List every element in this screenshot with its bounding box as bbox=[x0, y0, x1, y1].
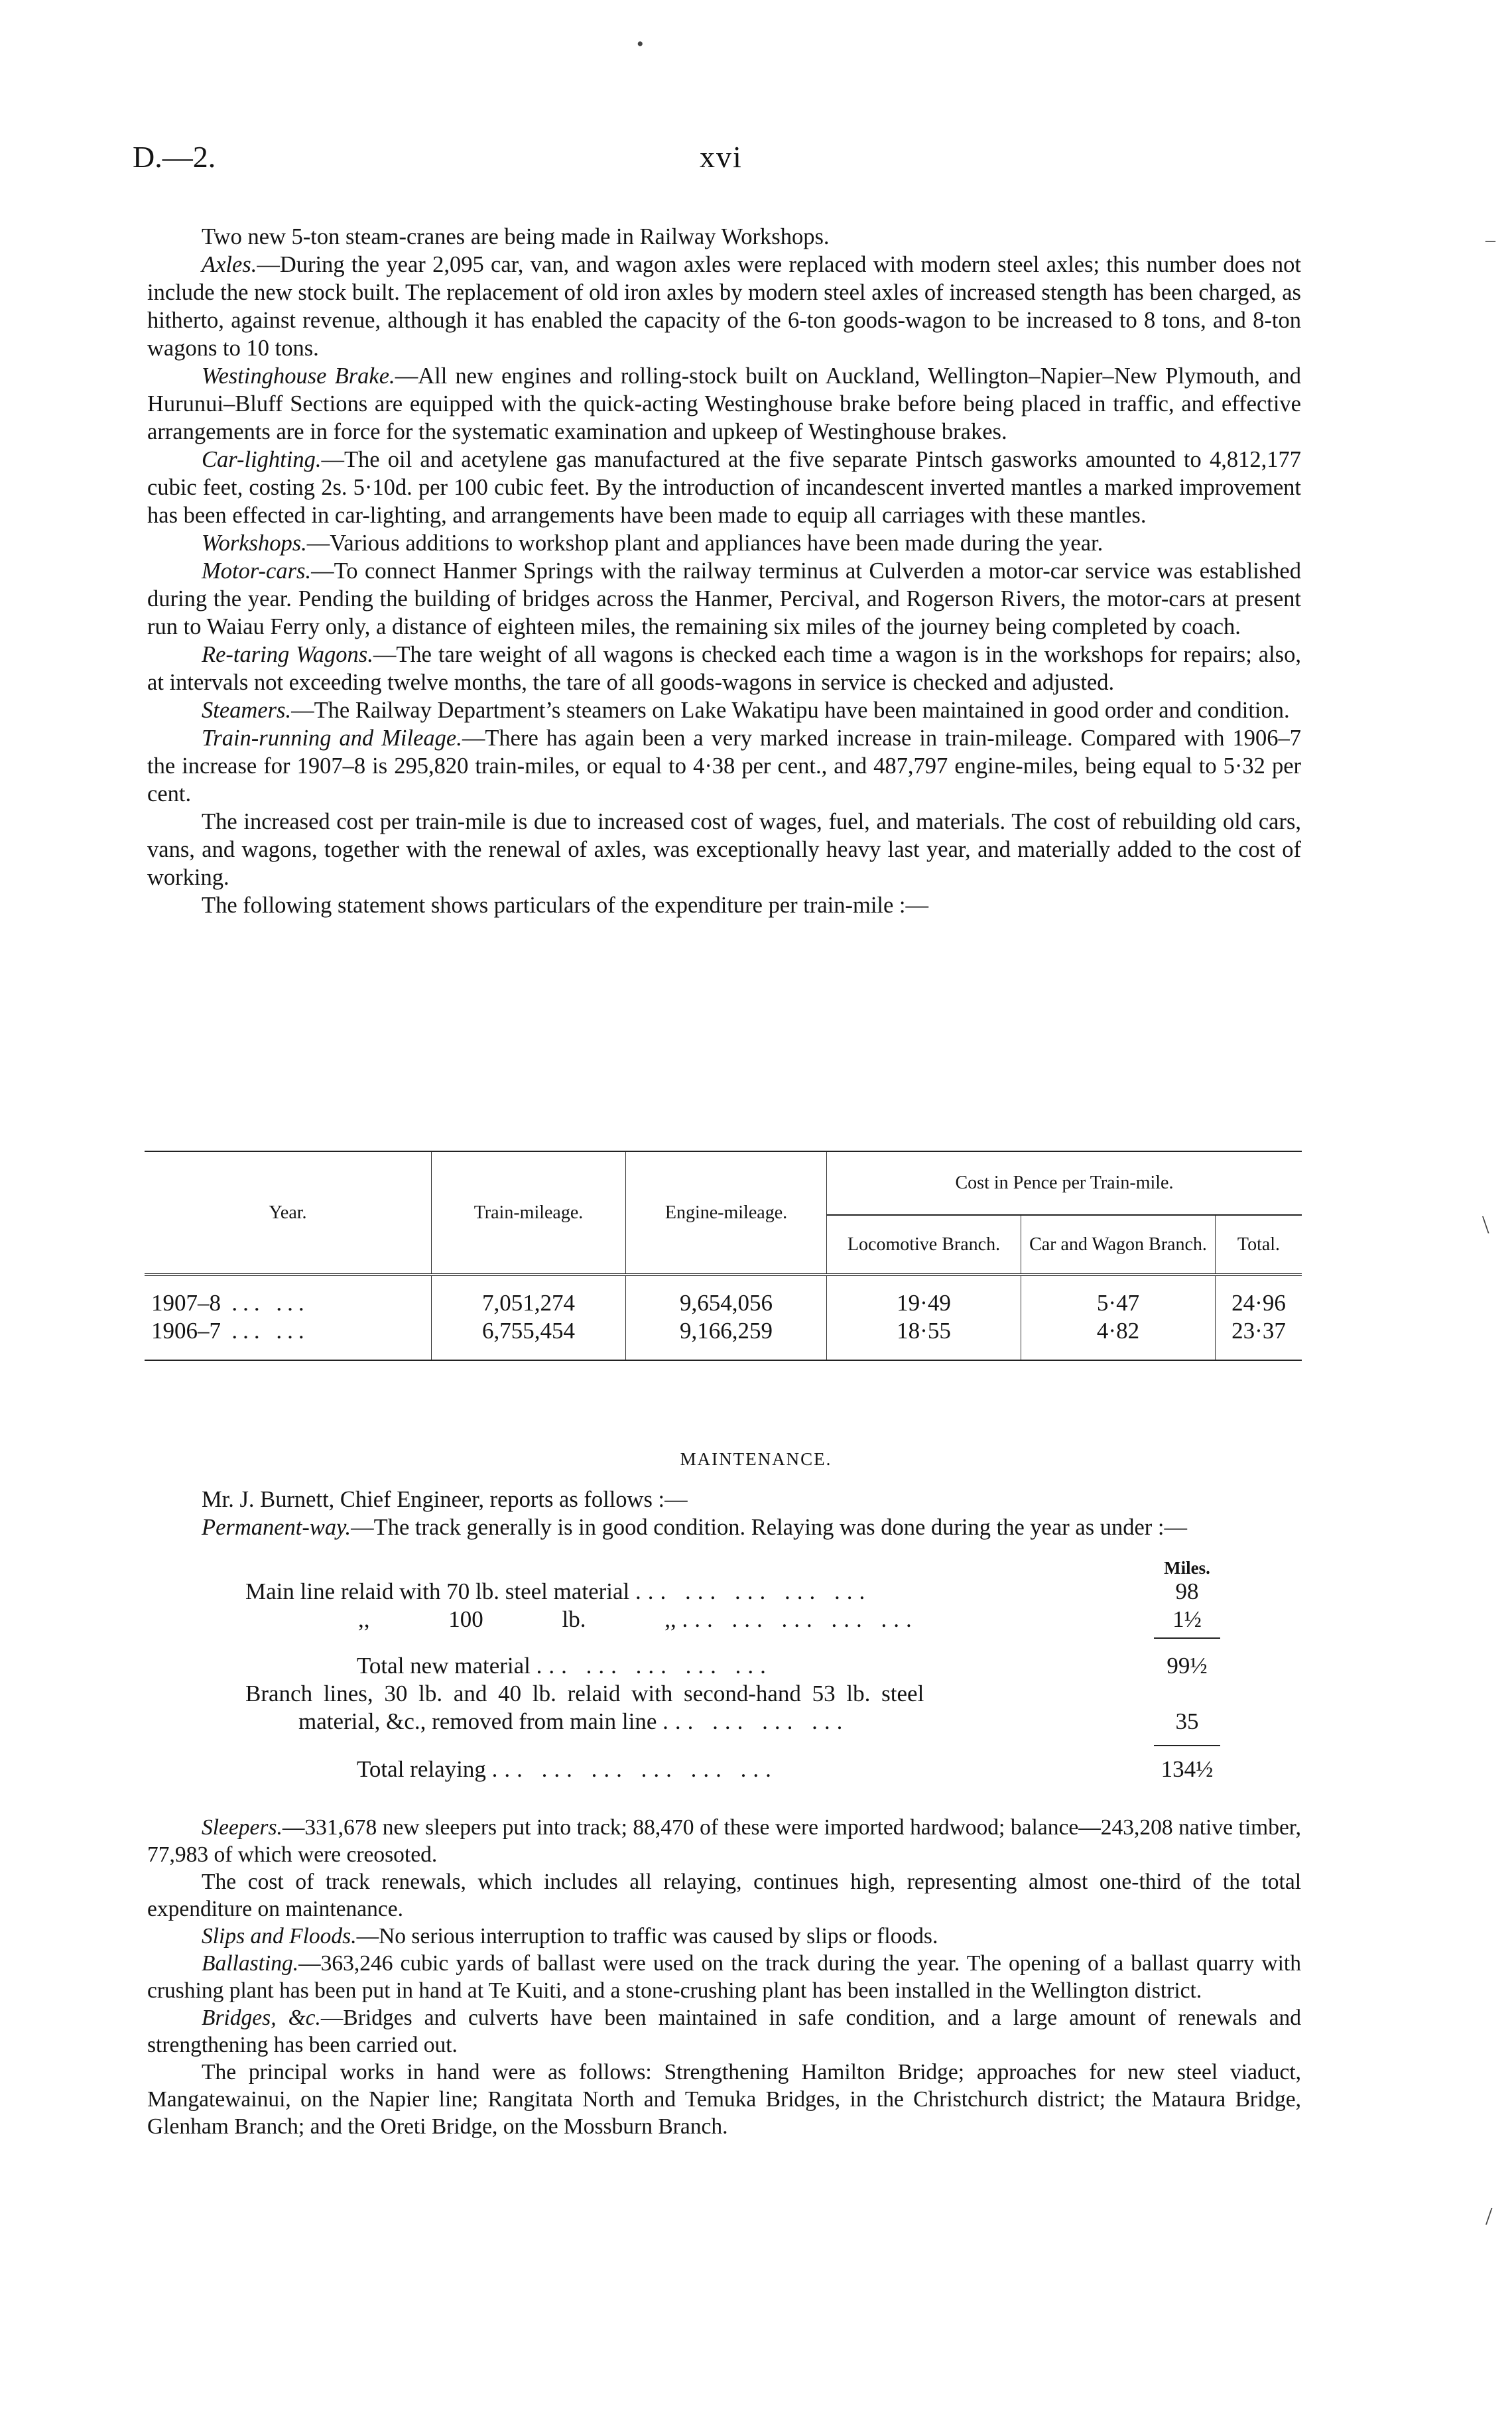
column-header-car-wagon: Car and Wagon Branch. bbox=[1021, 1215, 1216, 1275]
relay-label: Branch lines, 30 lb. and 40 lb. relaid with second-hand 53 lb. steel bbox=[245, 1681, 924, 1706]
paragraph-heading: Permanent-way. bbox=[202, 1515, 351, 1540]
paragraph: Train-running and Mileage.—There has again been a very marked increase in train-mileage. Compared with 1906–7 the increase for 1907–8 is 295,820 train-miles, or equal to 4·38 per cent., and 487,797 engine-miles, being equal to 5·32 per cent. bbox=[147, 726, 1301, 806]
ink-mark: • bbox=[637, 33, 644, 55]
paragraph-heading: Car-lighting. bbox=[202, 447, 322, 472]
paragraph-heading: Slips and Floods. bbox=[202, 1924, 357, 1949]
paragraph: Ballasting.—363,246 cubic yards of ballast were used on the track during the year. The opening of a ballast quarry with crushing plant has been put in hand at Te Kuiti, and a stone-crushing plant has been installed in the Wellington district. bbox=[147, 1951, 1301, 2003]
paragraph-heading: Re-taring Wagons. bbox=[202, 642, 373, 667]
paragraph-heading: Motor-cars. bbox=[202, 558, 312, 584]
miles-column-header: Miles. bbox=[1164, 1558, 1210, 1578]
paragraph: Sleepers.—331,678 new sleepers put into track; 88,470 of these were imported hardwood; balance—243,208 native timber, 77,983 of which were creosoted. bbox=[147, 1815, 1301, 1867]
paragraph: The principal works in hand were as follows: Strengthening Hamilton Bridge; approaches for new steel viaduct, Mangatewainui, on the Napier line; Rangitata North and Temuka Bridges, in the Christchurch district; the Mataura Bridge, Glenham Branch; and the Oreti Bridge, on the Mossburn Branch. bbox=[147, 2060, 1301, 2139]
engine-mileage-cell: 9,166,259 bbox=[626, 1317, 827, 1360]
paragraph: The following statement shows particulars of the expenditure per train-mile :— bbox=[202, 893, 929, 918]
ink-mark: / bbox=[1485, 2203, 1493, 2230]
paragraph: The cost of track renewals, which includes all relaying, continues high, representing almost one-third of the total expenditure on maintenance. bbox=[147, 1870, 1301, 1921]
paragraph-heading: Westinghouse Brake. bbox=[202, 363, 395, 389]
relay-miles: 35 bbox=[1175, 1708, 1199, 1734]
paragraph: Axles.—During the year 2,095 car, van, and wagon axles were replaced with modern steel axles; this number does not include the new stock built. The replacement of old iron axles by modern steel axles of increased stength has been charged, as hitherto, against revenue, although it has enabled the capacity of the 6-ton goods-wagon to be increased to 8 tons, and 8-ton wagons to 10 tons. bbox=[147, 252, 1301, 361]
paragraph: Mr. J. Burnett, Chief Engineer, reports as follows :— bbox=[202, 1487, 688, 1512]
paragraph-heading: Axles. bbox=[202, 252, 257, 277]
locomotive-cost-cell: 18·55 bbox=[827, 1317, 1021, 1360]
paragraph: Permanent-way.—The track generally is in good condition. Relaying was done during the year as under :— bbox=[202, 1515, 1188, 1540]
body-text-top bbox=[147, 223, 1301, 919]
column-header-year: Year. bbox=[145, 1151, 432, 1275]
paragraph: Bridges, &c.—Bridges and culverts have been maintained in safe condition, and a large amount of renewals and strengthening has been carried out. bbox=[147, 2006, 1302, 2057]
column-header-locomotive: Locomotive Branch. bbox=[827, 1215, 1021, 1275]
list-item bbox=[245, 1652, 1280, 1680]
train-mileage-cell: 7,051,274 bbox=[432, 1275, 626, 1317]
paragraph-heading: Ballasting. bbox=[202, 1951, 299, 1976]
leader-dots: ... ... bbox=[231, 1318, 310, 1344]
paragraph: Westinghouse Brake.—All new engines and rolling-stock built on Auckland, Wellington–Napier–New Plymouth, and Hurunui–Bluff Sections are equipped with the quick-acting Westinghouse brake before being placed in traffic, and effective arrangements are in force for the systematic examination and upkeep of Westinghouse brakes. bbox=[147, 363, 1301, 444]
paragraph: Re-taring Wagons.—The tare weight of all wagons is checked each time a wagon is in the workshops for repairs; also, at intervals not exceeding twelve months, the tare of all goods-wagons in service is checked and adjusted. bbox=[147, 642, 1301, 695]
engine-mileage-cell: 9,654,056 bbox=[626, 1275, 827, 1317]
paragraph-heading: Train-running and Mileage. bbox=[202, 726, 462, 751]
table-row bbox=[145, 1275, 1302, 1317]
relay-label: Total relaying bbox=[357, 1756, 486, 1782]
leader-dots: ... ... ... ... ... bbox=[682, 1606, 918, 1632]
car-wagon-cost-cell: 4·82 bbox=[1021, 1317, 1216, 1360]
total-cost-cell: 24·96 bbox=[1216, 1275, 1302, 1317]
column-header-engine-mileage: Engine-mileage. bbox=[626, 1151, 827, 1275]
paragraph: Workshops.—Various additions to workshop plant and appliances have been made during the year. bbox=[202, 531, 1103, 556]
page-number: xvi bbox=[700, 140, 743, 174]
leader-dots: ... ... ... ... ... ... bbox=[491, 1756, 778, 1782]
document-id: D.—2. bbox=[133, 140, 216, 174]
relay-label: material, &c., removed from main line bbox=[298, 1708, 657, 1734]
section-heading-maintenance: MAINTENANCE. bbox=[680, 1449, 832, 1469]
table-row bbox=[145, 1317, 1302, 1360]
year-cell: 1906–7 bbox=[151, 1318, 221, 1344]
relay-miles: 99½ bbox=[1166, 1653, 1208, 1679]
leader-dots: ... ... ... ... bbox=[662, 1708, 850, 1734]
locomotive-cost-cell: 19·49 bbox=[827, 1275, 1021, 1317]
paragraph: Slips and Floods.—No serious interruption to traffic was caused by slips or floods. bbox=[202, 1924, 938, 1949]
relay-miles: 134½ bbox=[1161, 1756, 1214, 1782]
train-mileage-cell: 6,755,454 bbox=[432, 1317, 626, 1360]
column-header-train-mileage: Train-mileage. bbox=[432, 1151, 626, 1275]
paragraph: Motor-cars.—To connect Hanmer Springs with the railway terminus at Culverden a motor-car service was established during the year. Pending the building of bridges across the Hanmer, Percival, and Rogerson Rivers, the motor-cars at present run to Waiau Ferry only, a distance of eighteen miles, the remaining six miles of the journey being completed by coach. bbox=[147, 558, 1301, 639]
column-header-total: Total. bbox=[1216, 1215, 1302, 1275]
paragraph-heading: Sleepers. bbox=[202, 1815, 283, 1840]
paragraph: The increased cost per train-mile is due to increased cost of wages, fuel, and materials. The cost of rebuilding old cars, vans, and wagons, together with the renewal of axles, was exceptionally heavy last year, and materially added to the cost of working. bbox=[147, 809, 1301, 890]
ink-mark: \ bbox=[1482, 1211, 1489, 1239]
body-text-bottom bbox=[147, 1814, 1301, 2140]
relay-label: ,, 100 lb. ,, bbox=[358, 1606, 676, 1632]
year-cell: 1907–8 bbox=[151, 1290, 221, 1316]
paragraph-heading: Bridges, &c. bbox=[202, 2006, 321, 2030]
list-item bbox=[245, 1680, 1280, 1708]
paragraph: Steamers.—The Railway Department’s steamers on Lake Wakatipu have been maintained in good order and condition. bbox=[202, 698, 1290, 723]
paragraph: Car-lighting.—The oil and acetylene gas manufactured at the five separate Pintsch gasworks amounted to 4,812,177 cubic feet, costing 2s. 5·10d. per 100 cubic feet. By the introduction of incandescent inverted mantles a marked improvement has been effected in car-lighting, and arrangements have been made to equip all carriages with these mantles. bbox=[147, 447, 1301, 528]
paragraph: Two new 5-ton steam-cranes are being made in Railway Workshops. bbox=[202, 224, 830, 249]
relay-miles: 1½ bbox=[1172, 1606, 1202, 1632]
leader-dots: ... ... ... ... ... bbox=[536, 1653, 773, 1679]
relay-miles: 98 bbox=[1175, 1578, 1199, 1604]
leader-dots: ... ... ... ... ... bbox=[635, 1578, 872, 1604]
paragraph-heading: Steamers. bbox=[202, 698, 292, 723]
car-wagon-cost-cell: 5·47 bbox=[1021, 1275, 1216, 1317]
paragraph-heading: Workshops. bbox=[202, 531, 307, 556]
maintenance-intro bbox=[147, 1486, 1301, 1541]
leader-dots: ... ... bbox=[231, 1290, 310, 1316]
ink-mark: – bbox=[1485, 229, 1495, 251]
list-item bbox=[245, 1606, 1280, 1633]
total-cost-cell: 23·37 bbox=[1216, 1317, 1302, 1360]
relay-label: Main line relaid with 70 lb. steel material bbox=[245, 1578, 630, 1604]
expenditure-table bbox=[145, 1151, 1302, 1361]
total-rule bbox=[1154, 1745, 1220, 1746]
list-item bbox=[245, 1708, 1280, 1736]
list-item bbox=[245, 1578, 1280, 1606]
list-item bbox=[245, 1756, 1280, 1783]
subtotal-rule bbox=[1154, 1637, 1220, 1639]
column-header-cost-group: Cost in Pence per Train-mile. bbox=[827, 1151, 1302, 1215]
relaying-list bbox=[245, 1558, 1280, 1783]
page-header bbox=[133, 139, 1359, 192]
relay-label: Total new material bbox=[357, 1653, 531, 1679]
